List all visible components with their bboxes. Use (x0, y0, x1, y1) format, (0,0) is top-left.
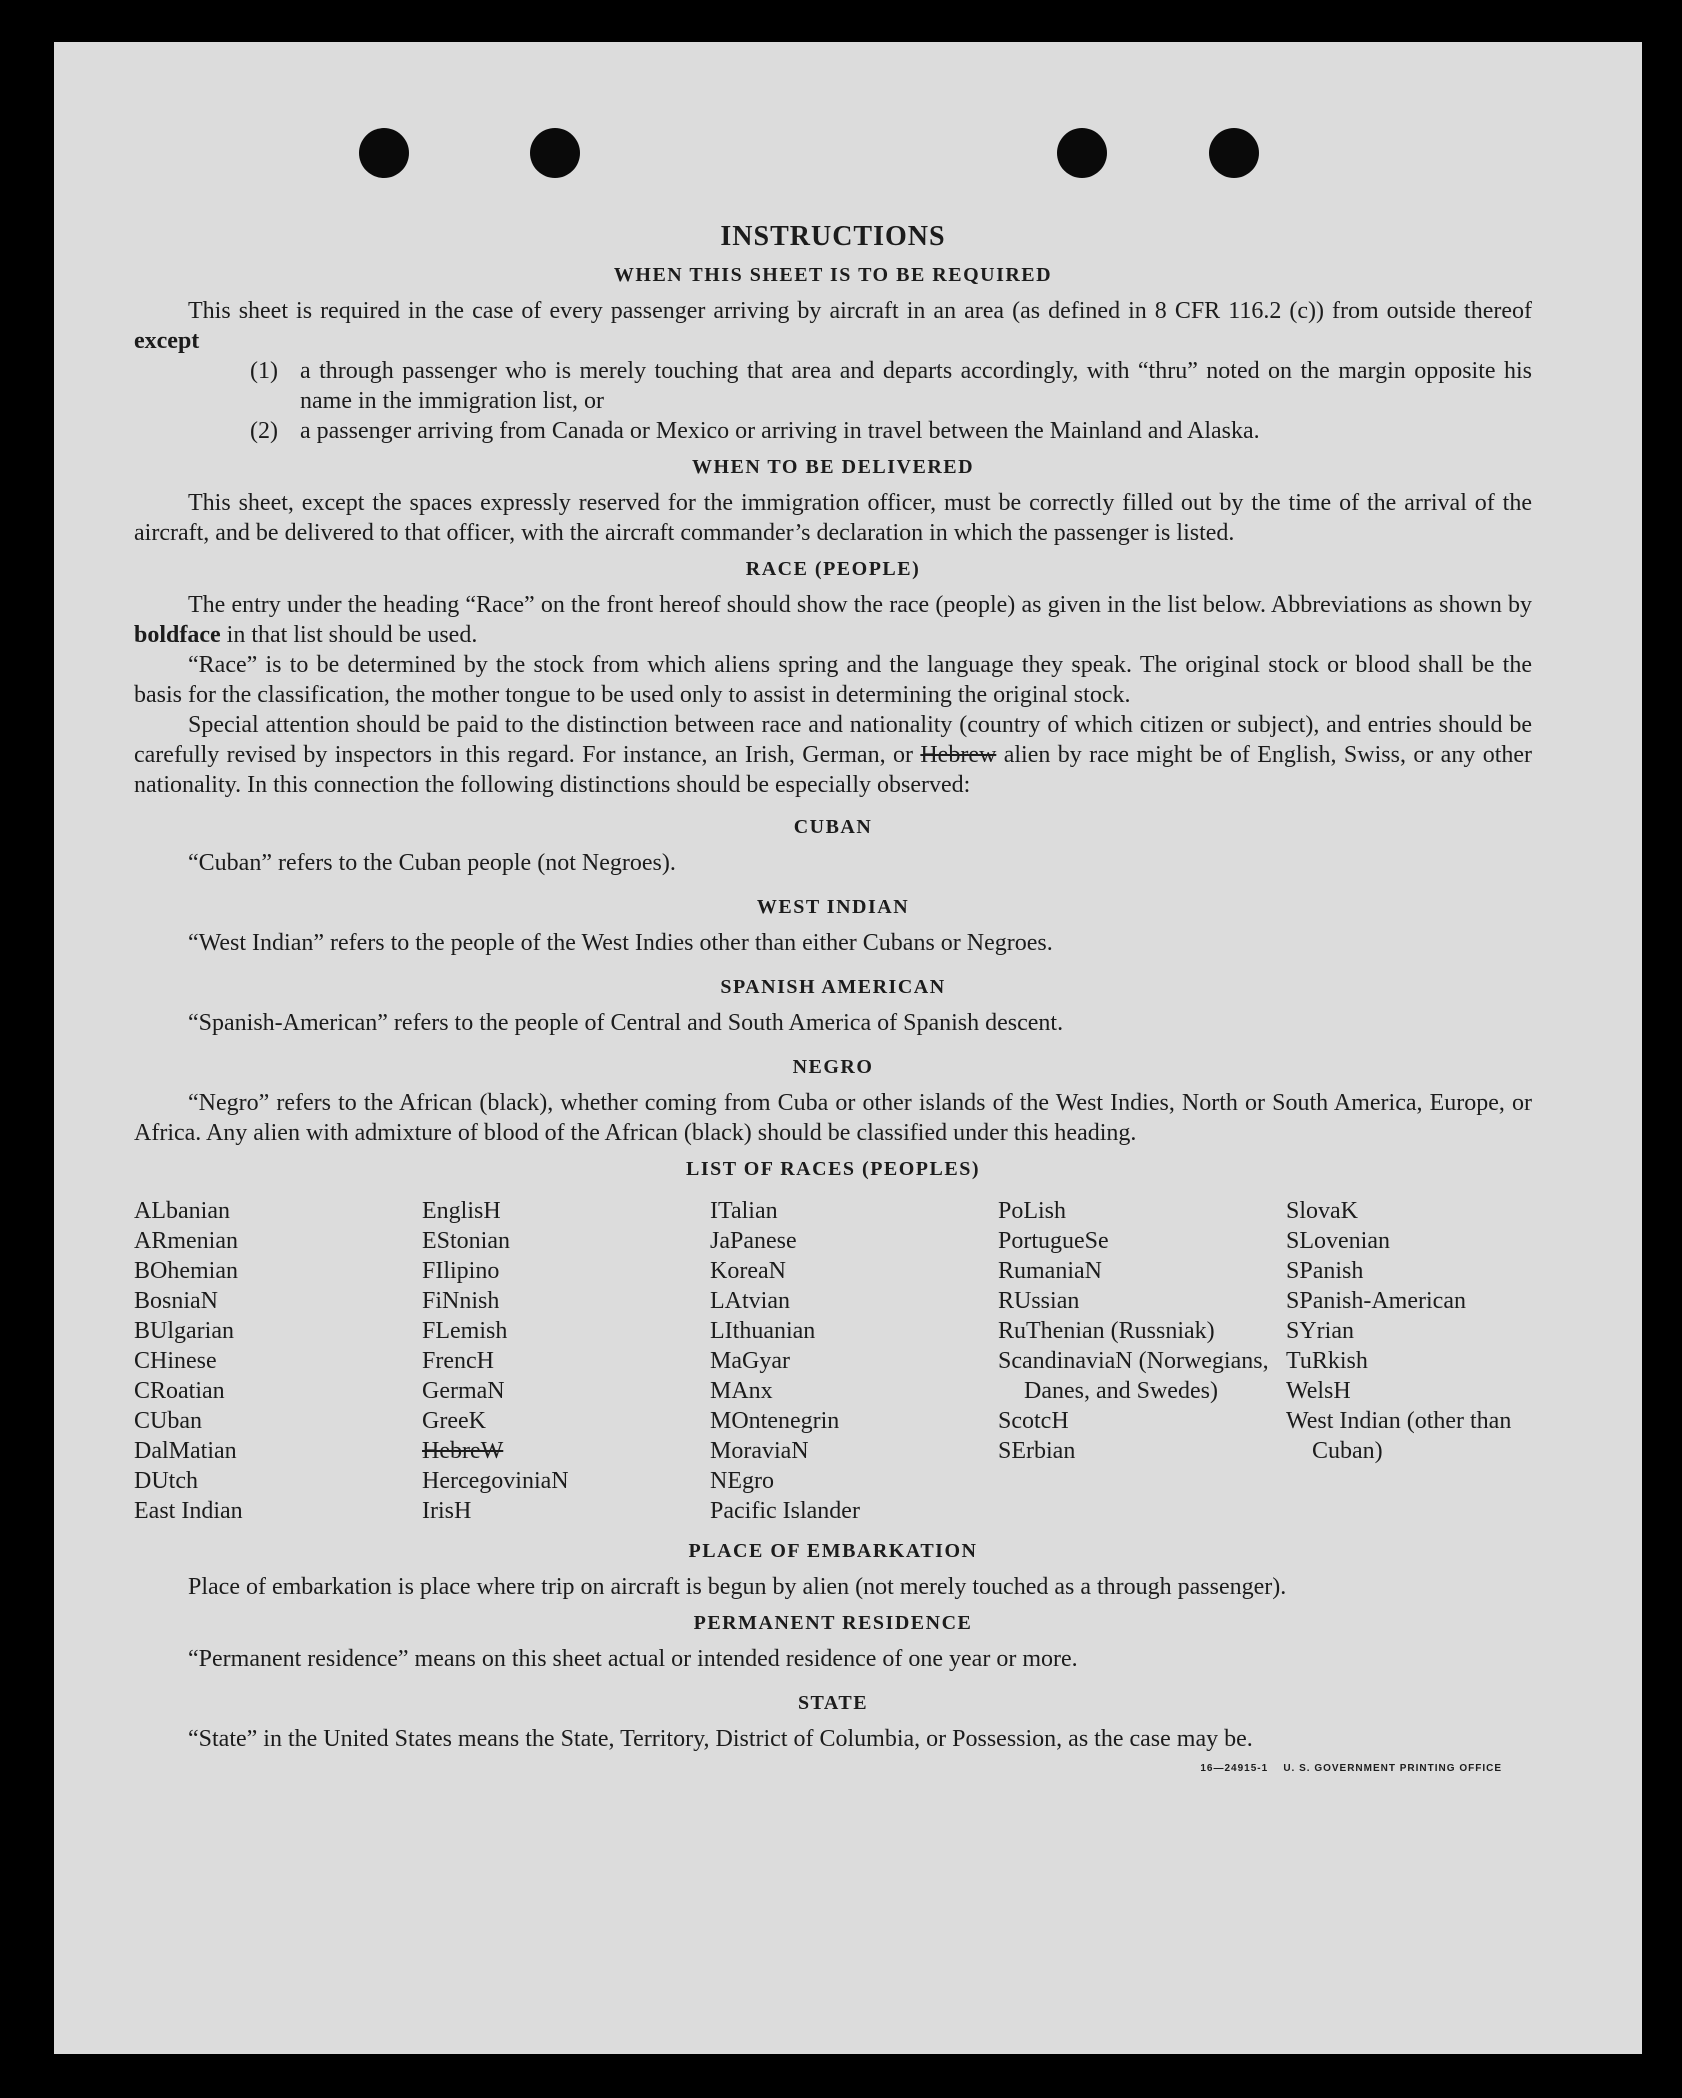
race-paragraph-1 (134, 590, 1532, 650)
race-item-struck: HebreW (422, 1438, 504, 1464)
race-item: MOntenegrin (710, 1408, 840, 1434)
punch-hole-2 (530, 128, 580, 178)
race-item: LAtvian (710, 1288, 790, 1314)
required-intro (134, 296, 1532, 356)
race-item: SPanish (1286, 1258, 1364, 1284)
race-item: KoreaN (710, 1258, 786, 1284)
race-item: LIthuanian (710, 1318, 816, 1344)
race-p1-text: The entry under the heading “Race” on the front hereof should show the race (people) as given in the list below. Abbreviations as shown by (188, 592, 1532, 618)
punch-hole-4 (1209, 128, 1259, 178)
state-text: “State” in the United States means the State, Territory, District of Columbia, or Possession, as the case may be. (188, 1726, 1253, 1752)
print-code (1200, 1754, 1502, 1784)
race-p3-end: alien by race might be of English, Swiss, or any other nationality. In this connection the following distinctions should be especially observed: (134, 742, 1533, 798)
race-p1-bold: boldface (134, 622, 221, 648)
heading-required: WHEN THIS SHEET IS TO BE REQUIRED (613, 264, 1053, 286)
race-item: CHinese (134, 1348, 217, 1374)
race-item: ARmenian (134, 1228, 238, 1254)
race-item: BUlgarian (134, 1318, 234, 1344)
race-item: HercegoviniaN (422, 1468, 569, 1494)
negro-text: “Negro” refers to the African (black), whether coming from Cuba or other islands of the West Indies, North or South America, Europe, or Africa. Any alien with admixture of blood of the African (black) should be classified under this heading. (134, 1090, 1532, 1146)
race-item: BosniaN (134, 1288, 218, 1314)
heading-delivered: WHEN TO BE DELIVERED (691, 456, 975, 478)
race-item: MAnx (710, 1378, 773, 1404)
race-column-3 (710, 1196, 998, 1526)
heading-spanish-american: SPANISH AMERICAN (720, 976, 946, 998)
race-item: GermaN (422, 1378, 505, 1404)
required-item-1-num: (1) (250, 358, 278, 384)
race-item: TuRkish (1286, 1348, 1368, 1374)
heading-negro: NEGRO (792, 1056, 874, 1078)
heading-embarkation: PLACE OF EMBARKATION (688, 1540, 978, 1562)
heading-west-indian: WEST INDIAN (756, 896, 910, 918)
race-item: ITalian (710, 1198, 778, 1224)
race-item: FLemish (422, 1318, 508, 1344)
residence-text: “Permanent residence” means on this sheet actual or intended residence of one year or more. (188, 1646, 1078, 1672)
race-item: CUban (134, 1408, 202, 1434)
heading-cuban: CUBAN (793, 816, 873, 838)
race-item: ALbanian (134, 1198, 230, 1224)
race-item: SlovaK (1286, 1198, 1358, 1224)
race-item: DalMatian (134, 1438, 237, 1464)
race-item: MaGyar (710, 1348, 790, 1374)
race-item: IrisH (422, 1498, 472, 1524)
race-item: WelsH (1286, 1378, 1351, 1404)
west-indian-text: “West Indian” refers to the people of the West Indies other than either Cubans or Negroes. (188, 930, 1053, 956)
race-item: NEgro (710, 1468, 774, 1494)
page-title: INSTRUCTIONS (720, 221, 946, 252)
punch-hole-3 (1057, 128, 1107, 178)
required-item-2-text: a passenger arriving from Canada or Mexico or arriving in travel between the Mainland and Alaska. (300, 418, 1260, 444)
heading-state: STATE (797, 1692, 869, 1714)
race-item: GreeK (422, 1408, 486, 1434)
race-item: MoraviaN (710, 1438, 809, 1464)
race-item: SLovenian (1286, 1228, 1390, 1254)
race-column-1 (134, 1196, 422, 1526)
race-item: FrencH (422, 1348, 494, 1374)
race-column-5 (1286, 1196, 1574, 1526)
race-p3-struck: Hebrew (920, 742, 997, 768)
printer-name: U. S. GOVERNMENT PRINTING OFFICE (1283, 1763, 1502, 1774)
race-item: Pacific Islander (710, 1498, 860, 1524)
heading-permanent-residence: PERMANENT RESIDENCE (693, 1612, 973, 1634)
spanish-american-text: “Spanish-American” refers to the people of Central and South America of Spanish descent. (188, 1010, 1064, 1036)
required-item-1-text: a through passenger who is merely touching that area and departs accordingly, with “thru” noted on the margin opposite his name in the immigration list, or (300, 358, 1532, 414)
race-item: JaPanese (710, 1228, 797, 1254)
instruction-sheet (54, 42, 1642, 2054)
race-p1-end: in that list should be used. (226, 622, 478, 648)
cuban-text: “Cuban” refers to the Cuban people (not Negroes). (188, 850, 676, 876)
required-intro-text: This sheet is required in the case of every passenger arriving by aircraft in an area (as defined in 8 CFR 116.2 (c)) from outside thereof (188, 298, 1532, 324)
race-list (134, 1196, 1532, 1526)
required-item-2-num: (2) (250, 418, 278, 444)
sheet-content (134, 218, 1532, 1784)
race-item: RUssian (998, 1288, 1080, 1314)
race-item: EStonian (422, 1228, 510, 1254)
race-item: SYrian (1286, 1318, 1354, 1344)
race-column-2 (422, 1196, 710, 1526)
race-item: FIlipino (422, 1258, 500, 1284)
delivered-text: This sheet, except the spaces expressly reserved for the immigration officer, must be correctly filled out by the time of the arrival of the aircraft, and be delivered to that officer, with the aircraft commander’s declaration in which the passenger is listed. (134, 490, 1532, 546)
race-item: EnglisH (422, 1198, 501, 1224)
race-item: RumaniaN (998, 1258, 1102, 1284)
race-item: DUtch (134, 1468, 198, 1494)
required-intro-bold: except (134, 328, 200, 354)
print-code-number: 16—24915-1 (1200, 1763, 1269, 1774)
race-column-4 (998, 1196, 1286, 1526)
race-item: CRoatian (134, 1378, 225, 1404)
race-item: PortugueSe (998, 1228, 1109, 1254)
race-item: SErbian (998, 1438, 1076, 1464)
print-footer (134, 1754, 1532, 1784)
heading-list-of-races: LIST OF RACES (PEOPLES) (685, 1158, 980, 1180)
race-item: PoLish (998, 1198, 1067, 1224)
race-item: RuThenian (Russniak) (998, 1318, 1215, 1344)
race-item: West Indian (other than Cuban) (1286, 1408, 1512, 1464)
race-p3-start: Special attention should be paid to the distinction between race and nationality (country of which citizen or subject), and entries should be carefully revised by inspectors in this regard. For instance, an Irish, German, or (134, 712, 1532, 768)
race-item: East Indian (134, 1498, 243, 1524)
race-item: ScotcH (998, 1408, 1069, 1434)
race-item: FiNnish (422, 1288, 500, 1314)
race-paragraph-3 (134, 710, 1532, 800)
punch-hole-1 (359, 128, 409, 178)
race-item: ScandinaviaN (Norwegians, Danes, and Swedes) (998, 1348, 1269, 1404)
heading-race: RACE (PEOPLE) (745, 558, 921, 580)
race-item: SPanish-American (1286, 1288, 1466, 1314)
required-item-2 (134, 416, 1532, 446)
race-paragraph-2: “Race” is to be determined by the stock from which aliens spring and the language they speak. The original stock or blood shall be the basis for the classification, the mother tongue to be used only to assist in determining the original stock. (134, 652, 1532, 708)
race-item: BOhemian (134, 1258, 238, 1284)
required-item-1 (134, 356, 1532, 416)
embarkation-text: Place of embarkation is place where trip on aircraft is begun by alien (not merely touched as a through passenger). (188, 1574, 1287, 1600)
